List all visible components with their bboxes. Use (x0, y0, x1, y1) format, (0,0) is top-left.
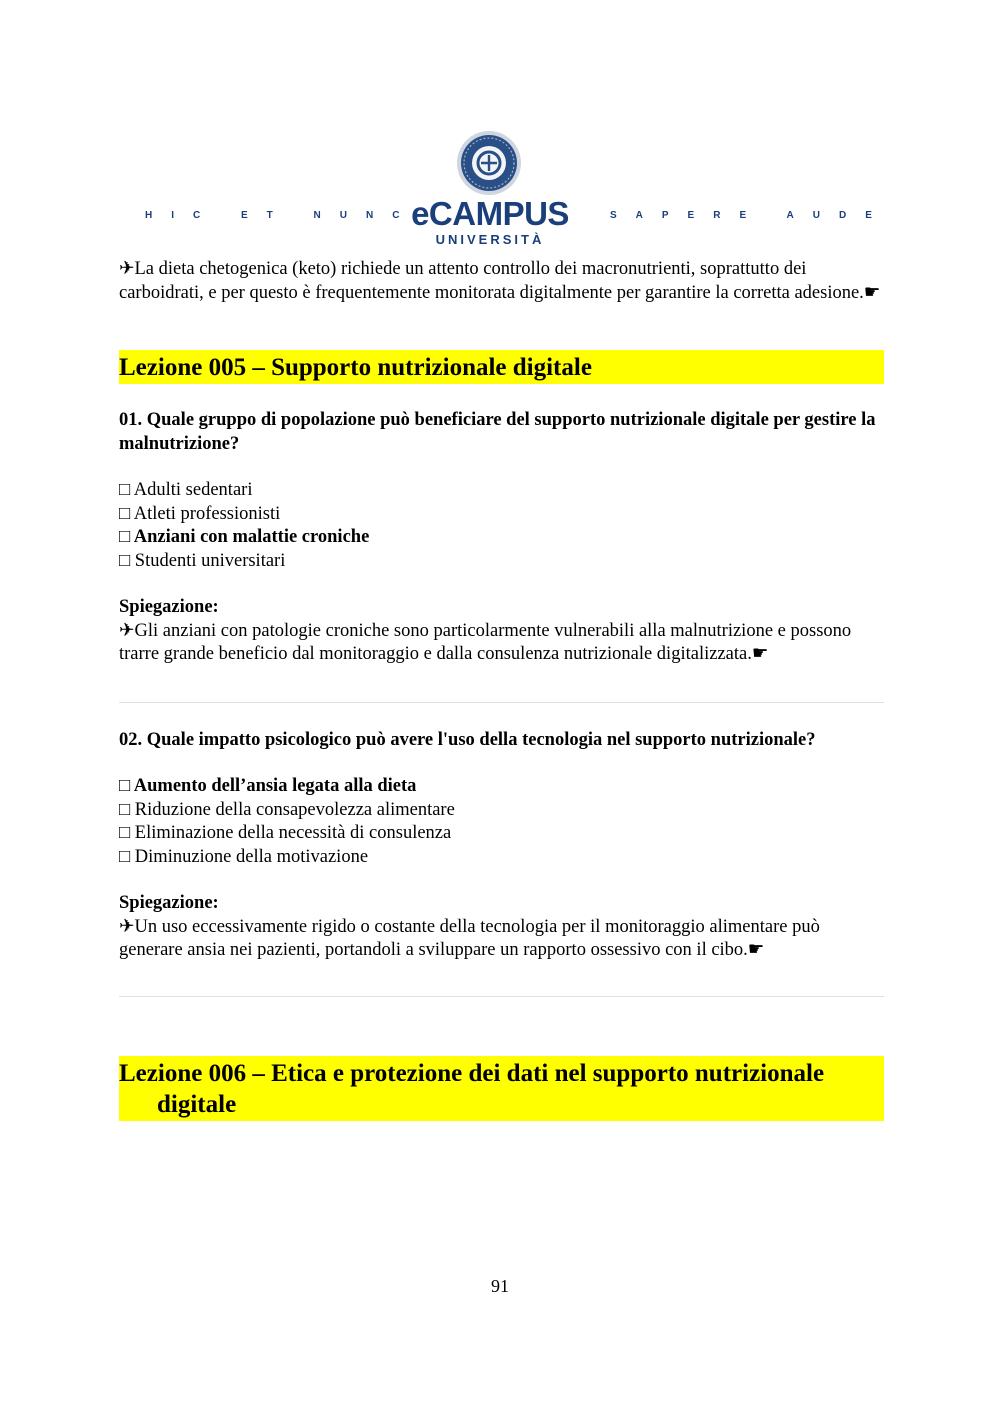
ecampus-seal-logo (454, 130, 524, 201)
explanation-text: ✈Gli anziani con patologie croniche sono particolarmente vulnerabili alla malnutrizione e possono trarre grande beneficio dal monitoraggio e dalla consulenza nutrizionale digitalizzata.☛ (119, 620, 852, 664)
explanation-title: Spiegazione: (119, 893, 219, 913)
lesson-006-title-line1: Lezione 006 – Etica e protezione dei dati nel supporto nutrizionale (119, 1059, 825, 1087)
explanation-title: Spiegazione: (119, 597, 219, 617)
brand-name: eCAMPUS (411, 195, 569, 232)
option: □ Diminuzione della motivazione (119, 846, 369, 867)
option-correct: □ Anziani con malattie croniche (119, 527, 370, 547)
intro-paragraph: ✈La dieta chetogenica (keto) richiede un attento controllo dei macronutrienti, soprattutto dei carboidrati, e per questo è frequentemente monitorata digitalmente per garantire la corretta adesione.☛ (119, 259, 881, 303)
motto-right: SAPERE AUDE (610, 210, 891, 221)
motto-left: HIC ET NUNC (145, 210, 419, 221)
option-correct: □ Aumento dell’ansia legata alla dieta (119, 776, 417, 796)
lesson-006-heading (119, 1056, 884, 1121)
page-number: 91 (491, 1276, 509, 1296)
lesson-005-heading: Lezione 005 – Supporto nutrizionale digitale (119, 350, 884, 384)
option: □ Studenti universitari (119, 550, 286, 571)
question-02: 02. Quale impatto psicologico può avere l'uso della tecnologia nel supporto nutrizionale? (119, 729, 816, 750)
question-02-options (119, 775, 884, 869)
page-content (119, 258, 884, 1121)
option: □ Eliminazione della necessità di consulenza (119, 823, 452, 843)
question-01: 01. Quale gruppo di popolazione può beneficiare del supporto nutrizionale digitale per gestire la malnutrizione? (119, 410, 876, 454)
lesson-006-title-line2: digitale (157, 1090, 237, 1118)
brand-subtitle: UNIVERSITÀ (435, 232, 545, 247)
explanation-text: ✈Un uso eccessivamente rigido o costante della tecnologia per il monitoraggio alimentare può generare ansia nei pazienti, portandoli a sviluppare un rapporto ossessivo con il cibo.☛ (119, 916, 820, 960)
option: □ Riduzione della consapevolezza alimentare (119, 799, 455, 820)
option: □ Adulti sedentari (119, 480, 253, 500)
question-01-options (119, 479, 884, 573)
option: □ Atleti professionisti (119, 503, 281, 524)
